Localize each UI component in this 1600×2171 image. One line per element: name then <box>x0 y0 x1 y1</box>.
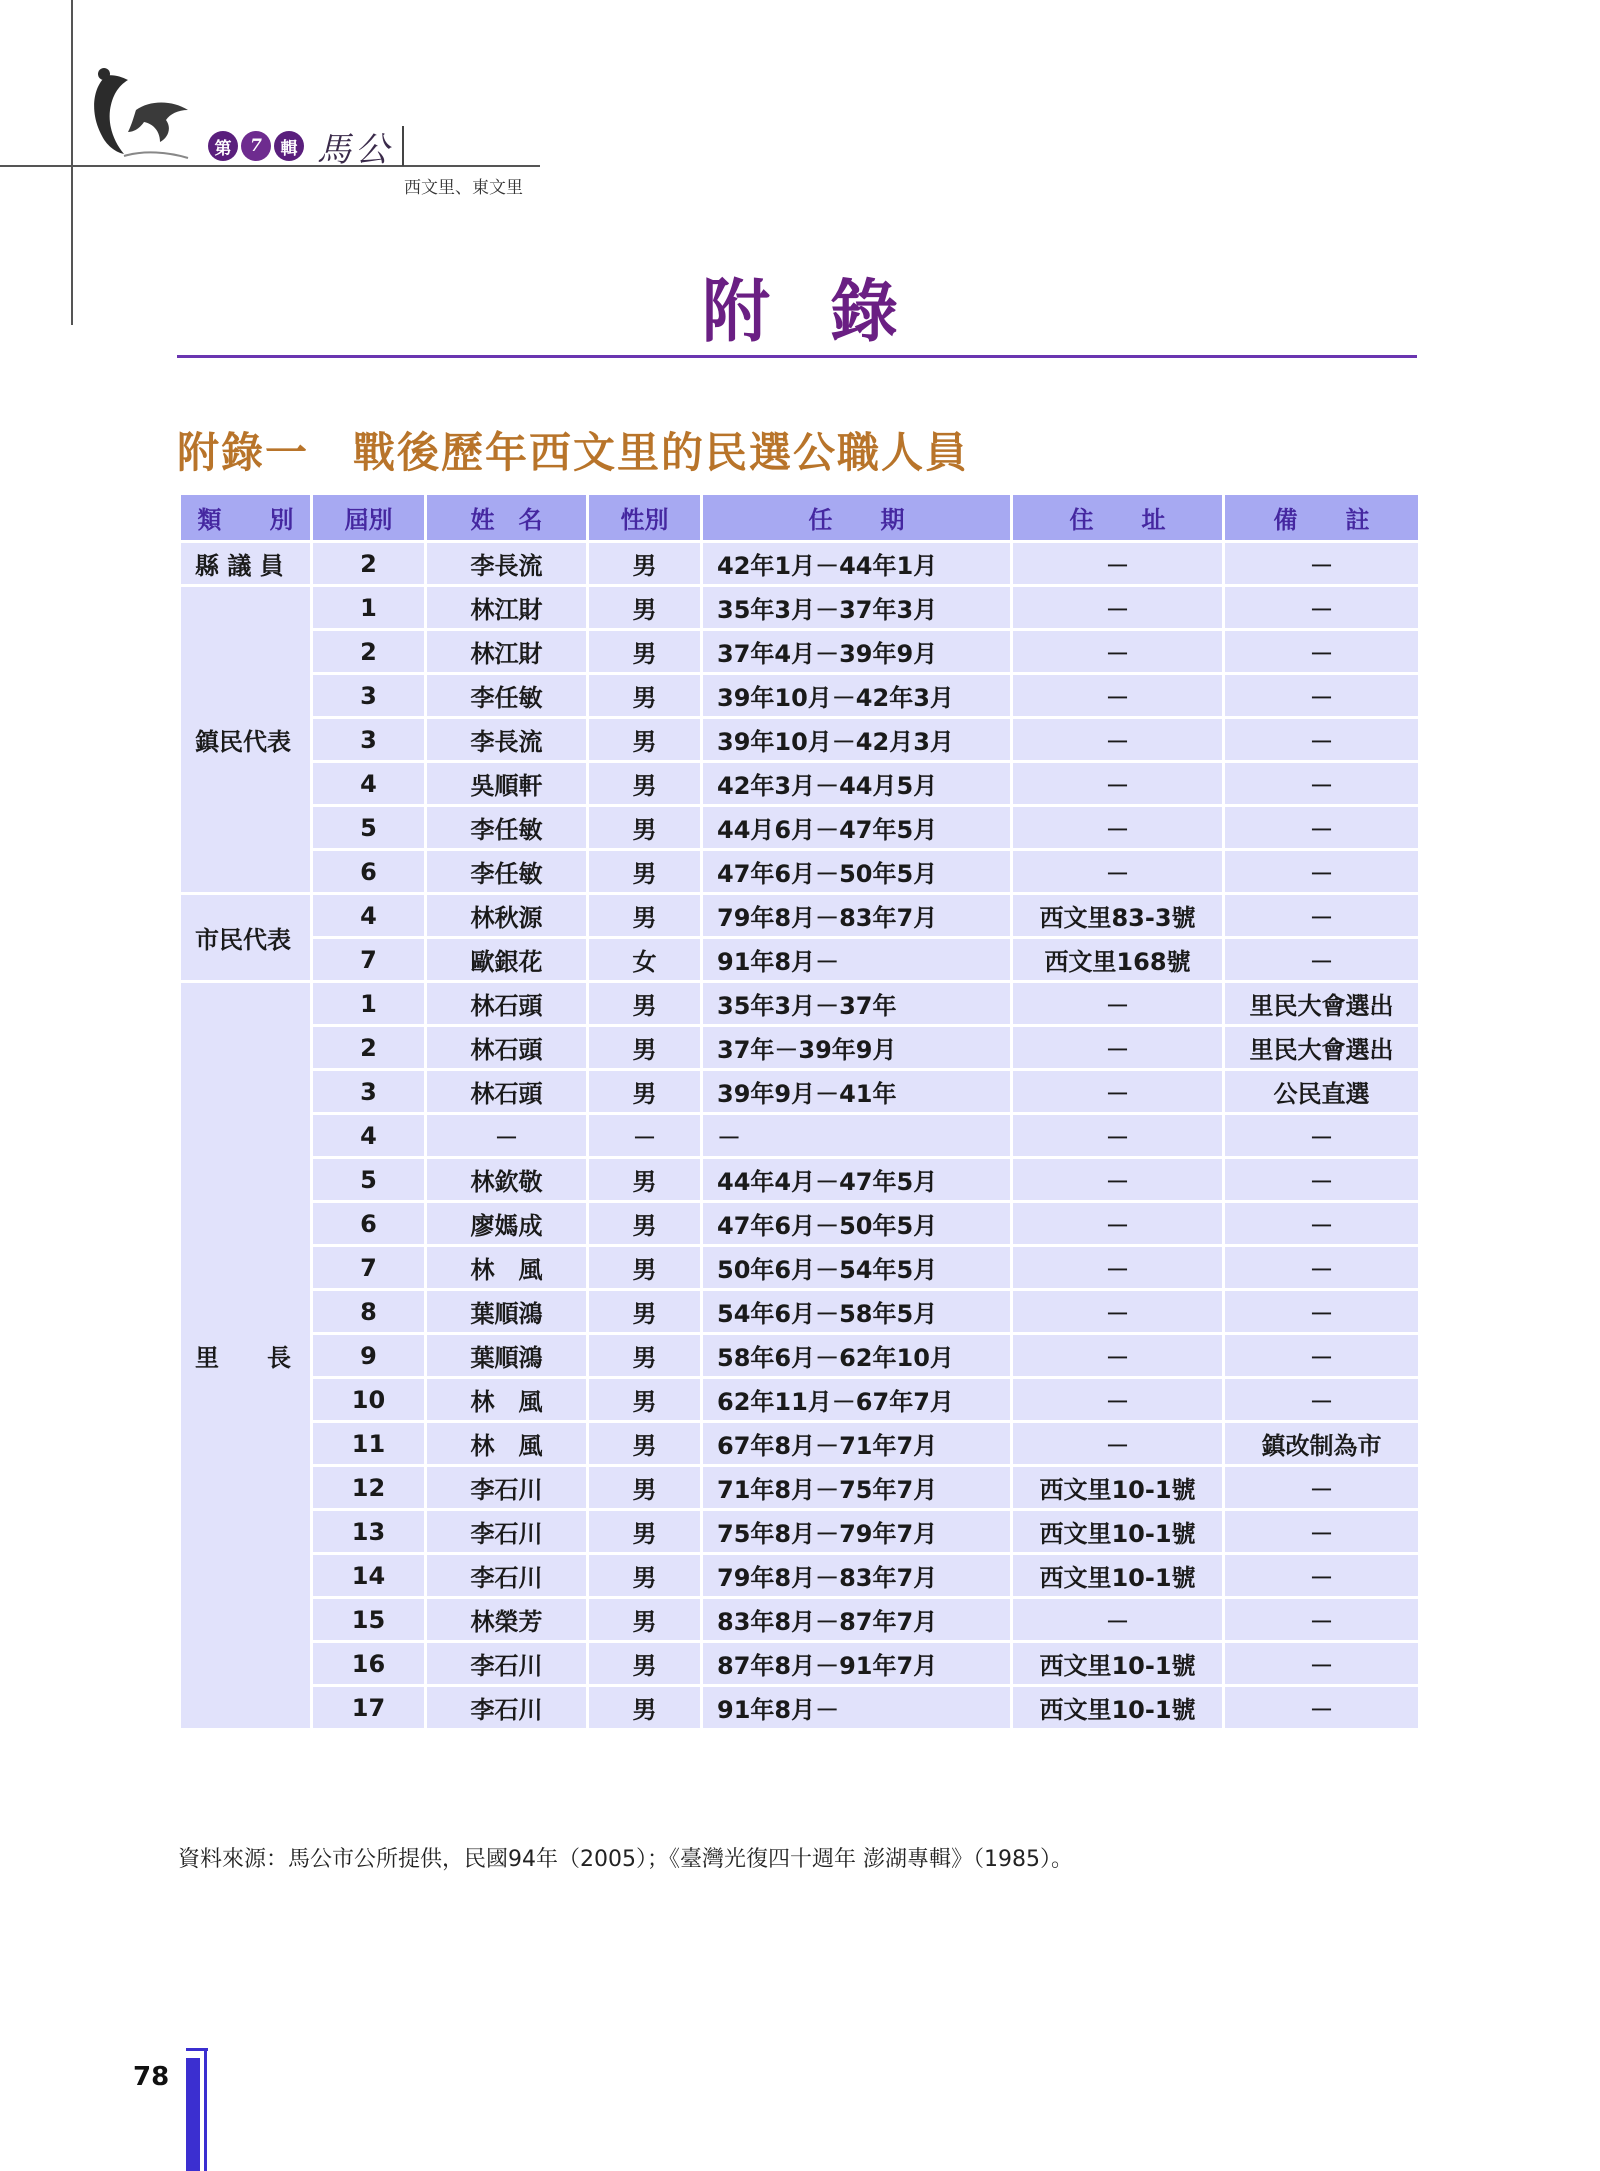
note-cell: － <box>1224 894 1420 938</box>
period-cell: 62年11月－67年7月 <box>702 1378 1012 1422</box>
address-cell: － <box>1012 1290 1224 1334</box>
address-cell: － <box>1012 674 1224 718</box>
period-cell: 54年6月－58年5月 <box>702 1290 1012 1334</box>
note-cell: － <box>1224 674 1420 718</box>
period-cell: 91年8月－ <box>702 1686 1012 1730</box>
term-cell: 17 <box>312 1686 426 1730</box>
note-cell: － <box>1224 1114 1420 1158</box>
table-row <box>180 1598 1420 1642</box>
table-header-row <box>180 494 1420 542</box>
period-cell: － <box>702 1114 1012 1158</box>
term-cell: 8 <box>312 1290 426 1334</box>
period-cell: 42年3月－44月5月 <box>702 762 1012 806</box>
note-cell: 公民直選 <box>1224 1070 1420 1114</box>
table-row <box>180 586 1420 630</box>
term-cell: 12 <box>312 1466 426 1510</box>
table-body <box>180 542 1420 1730</box>
note-cell: － <box>1224 1290 1420 1334</box>
gender-cell: 男 <box>588 894 702 938</box>
gender-cell: 男 <box>588 806 702 850</box>
gender-cell: 男 <box>588 1466 702 1510</box>
table-row <box>180 1334 1420 1378</box>
table-row <box>180 1246 1420 1290</box>
gender-cell: 男 <box>588 1642 702 1686</box>
note-cell: － <box>1224 586 1420 630</box>
gender-cell: 男 <box>588 762 702 806</box>
table-row <box>180 1114 1420 1158</box>
period-cell: 79年8月－83年7月 <box>702 894 1012 938</box>
chapter-prefix-badge: 第 <box>208 131 238 161</box>
note-cell: － <box>1224 938 1420 982</box>
note-cell: － <box>1224 1246 1420 1290</box>
table-row <box>180 1158 1420 1202</box>
address-cell: － <box>1012 1246 1224 1290</box>
note-cell: － <box>1224 762 1420 806</box>
table-row <box>180 982 1420 1026</box>
header-gender: 性別 <box>588 494 702 542</box>
name-cell: 林榮芳 <box>426 1598 588 1642</box>
term-cell: 2 <box>312 630 426 674</box>
note-cell: － <box>1224 1378 1420 1422</box>
chapter-divider <box>402 126 404 166</box>
note-cell: － <box>1224 542 1420 586</box>
period-cell: 50年6月－54年5月 <box>702 1246 1012 1290</box>
header-term: 屆別 <box>312 494 426 542</box>
gender-cell: 男 <box>588 1510 702 1554</box>
address-cell: － <box>1012 1334 1224 1378</box>
period-cell: 79年8月－83年7月 <box>702 1554 1012 1598</box>
name-cell: 李石川 <box>426 1686 588 1730</box>
address-cell: － <box>1012 1026 1224 1070</box>
table-row <box>180 806 1420 850</box>
term-cell: 7 <box>312 1246 426 1290</box>
address-cell: － <box>1012 982 1224 1026</box>
name-cell: 李石川 <box>426 1642 588 1686</box>
period-cell: 58年6月－62年10月 <box>702 1334 1012 1378</box>
term-cell: 3 <box>312 674 426 718</box>
table-row <box>180 1422 1420 1466</box>
gender-cell: － <box>588 1114 702 1158</box>
period-cell: 47年6月－50年5月 <box>702 1202 1012 1246</box>
name-cell: 林江財 <box>426 586 588 630</box>
period-cell: 67年8月－71年7月 <box>702 1422 1012 1466</box>
page-number: 78 <box>133 2062 170 2092</box>
gender-cell: 男 <box>588 718 702 762</box>
term-cell: 9 <box>312 1334 426 1378</box>
address-cell: － <box>1012 1378 1224 1422</box>
gender-cell: 男 <box>588 1554 702 1598</box>
name-cell: 林江財 <box>426 630 588 674</box>
note-cell: － <box>1224 1202 1420 1246</box>
title-rule <box>177 355 1417 358</box>
note-cell: － <box>1224 1334 1420 1378</box>
note-cell: 里民大會選出 <box>1224 1026 1420 1070</box>
table-row <box>180 1070 1420 1114</box>
address-cell: － <box>1012 1598 1224 1642</box>
term-cell: 5 <box>312 806 426 850</box>
gender-cell: 男 <box>588 1686 702 1730</box>
term-cell: 4 <box>312 1114 426 1158</box>
name-cell: 李石川 <box>426 1466 588 1510</box>
term-cell: 6 <box>312 1202 426 1246</box>
category-cell: 市民代表 <box>180 894 312 982</box>
header-category: 類 別 <box>180 494 312 542</box>
table-row <box>180 1510 1420 1554</box>
table-row <box>180 1378 1420 1422</box>
category-cell: 鎮民代表 <box>180 586 312 894</box>
term-cell: 4 <box>312 762 426 806</box>
name-cell: 李石川 <box>426 1554 588 1598</box>
term-cell: 2 <box>312 542 426 586</box>
name-cell: 李長流 <box>426 718 588 762</box>
term-cell: 4 <box>312 894 426 938</box>
note-cell: 鎮改制為市 <box>1224 1422 1420 1466</box>
gender-cell: 男 <box>588 850 702 894</box>
name-cell: 李長流 <box>426 542 588 586</box>
period-cell: 87年8月－91年7月 <box>702 1642 1012 1686</box>
table-row <box>180 850 1420 894</box>
period-cell: 91年8月－ <box>702 938 1012 982</box>
period-cell: 44年4月－47年5月 <box>702 1158 1012 1202</box>
address-cell: 西文里168號 <box>1012 938 1224 982</box>
gender-cell: 女 <box>588 938 702 982</box>
period-cell: 44月6月－47年5月 <box>702 806 1012 850</box>
period-cell: 71年8月－75年7月 <box>702 1466 1012 1510</box>
period-cell: 42年1月－44年1月 <box>702 542 1012 586</box>
gender-cell: 男 <box>588 1026 702 1070</box>
table-row <box>180 1290 1420 1334</box>
address-cell: － <box>1012 1114 1224 1158</box>
address-cell: － <box>1012 1202 1224 1246</box>
address-cell: － <box>1012 1422 1224 1466</box>
address-cell: － <box>1012 762 1224 806</box>
period-cell: 35年3月－37年3月 <box>702 586 1012 630</box>
table-row <box>180 762 1420 806</box>
header-note: 備 註 <box>1224 494 1420 542</box>
term-cell: 2 <box>312 1026 426 1070</box>
header-period: 任 期 <box>702 494 1012 542</box>
term-cell: 1 <box>312 982 426 1026</box>
chapter-title: 馬公 <box>317 129 393 170</box>
term-cell: 10 <box>312 1378 426 1422</box>
header-address: 住 址 <box>1012 494 1224 542</box>
term-cell: 6 <box>312 850 426 894</box>
gender-cell: 男 <box>588 1246 702 1290</box>
page-marker-line <box>204 2048 207 2171</box>
gender-cell: 男 <box>588 1598 702 1642</box>
note-cell: － <box>1224 1554 1420 1598</box>
name-cell: － <box>426 1114 588 1158</box>
period-cell: 39年10月－42年3月 <box>702 674 1012 718</box>
gender-cell: 男 <box>588 1158 702 1202</box>
category-cell: 里 長 <box>180 982 312 1730</box>
gender-cell: 男 <box>588 1290 702 1334</box>
term-cell: 15 <box>312 1598 426 1642</box>
page-marker-bar <box>186 2058 200 2171</box>
table-row <box>180 674 1420 718</box>
address-cell: － <box>1012 850 1224 894</box>
note-cell: 里民大會選出 <box>1224 982 1420 1026</box>
period-cell: 39年10月－42月3月 <box>702 718 1012 762</box>
term-cell: 14 <box>312 1554 426 1598</box>
dolphin-logo-icon <box>84 66 194 166</box>
name-cell: 林秋源 <box>426 894 588 938</box>
name-cell: 林 風 <box>426 1422 588 1466</box>
section-title: 附錄一 戰後歷年西文里的民選公職人員 <box>177 428 970 477</box>
name-cell: 歐銀花 <box>426 938 588 982</box>
name-cell: 葉順鴻 <box>426 1334 588 1378</box>
gender-cell: 男 <box>588 1070 702 1114</box>
note-cell: － <box>1224 718 1420 762</box>
period-cell: 75年8月－79年7月 <box>702 1510 1012 1554</box>
address-cell: 西文里10-1號 <box>1012 1466 1224 1510</box>
name-cell: 葉順鴻 <box>426 1290 588 1334</box>
table-row <box>180 1026 1420 1070</box>
term-cell: 3 <box>312 718 426 762</box>
table-row <box>180 630 1420 674</box>
name-cell: 林欽敬 <box>426 1158 588 1202</box>
gender-cell: 男 <box>588 1378 702 1422</box>
term-cell: 13 <box>312 1510 426 1554</box>
term-cell: 7 <box>312 938 426 982</box>
gender-cell: 男 <box>588 1334 702 1378</box>
term-cell: 16 <box>312 1642 426 1686</box>
address-cell: － <box>1012 718 1224 762</box>
note-cell: － <box>1224 1510 1420 1554</box>
period-cell: 47年6月－50年5月 <box>702 850 1012 894</box>
address-cell: － <box>1012 806 1224 850</box>
name-cell: 李任敏 <box>426 806 588 850</box>
officials-table <box>178 492 1421 1731</box>
table-row <box>180 542 1420 586</box>
chapter-subtitle: 西文里、東文里 <box>404 178 523 198</box>
note-cell: － <box>1224 806 1420 850</box>
header-horizontal-line <box>0 165 540 167</box>
table-row <box>180 1202 1420 1246</box>
note-cell: － <box>1224 1158 1420 1202</box>
period-cell: 35年3月－37年 <box>702 982 1012 1026</box>
address-cell: － <box>1012 542 1224 586</box>
name-cell: 廖媽成 <box>426 1202 588 1246</box>
table-row <box>180 1642 1420 1686</box>
address-cell: － <box>1012 1070 1224 1114</box>
gender-cell: 男 <box>588 1202 702 1246</box>
gender-cell: 男 <box>588 1422 702 1466</box>
period-cell: 83年8月－87年7月 <box>702 1598 1012 1642</box>
gender-cell: 男 <box>588 982 702 1026</box>
gender-cell: 男 <box>588 630 702 674</box>
address-cell: － <box>1012 630 1224 674</box>
address-cell: － <box>1012 1158 1224 1202</box>
address-cell: 西文里10-1號 <box>1012 1686 1224 1730</box>
gender-cell: 男 <box>588 542 702 586</box>
address-cell: 西文里83-3號 <box>1012 894 1224 938</box>
name-cell: 吳順軒 <box>426 762 588 806</box>
note-cell: － <box>1224 1686 1420 1730</box>
chapter-number-badge: 7 <box>241 131 271 161</box>
period-cell: 37年4月－39年9月 <box>702 630 1012 674</box>
name-cell: 林石頭 <box>426 1026 588 1070</box>
name-cell: 林 風 <box>426 1378 588 1422</box>
note-cell: － <box>1224 1466 1420 1510</box>
address-cell: 西文里10-1號 <box>1012 1510 1224 1554</box>
table-row <box>180 1686 1420 1730</box>
period-cell: 37年－39年9月 <box>702 1026 1012 1070</box>
chapter-suffix-badge: 輯 <box>274 131 304 161</box>
note-cell: － <box>1224 1642 1420 1686</box>
note-cell: － <box>1224 850 1420 894</box>
note-cell: － <box>1224 1598 1420 1642</box>
header-name: 姓 名 <box>426 494 588 542</box>
category-cell: 縣 議 員 <box>180 542 312 586</box>
gender-cell: 男 <box>588 586 702 630</box>
table-row <box>180 1554 1420 1598</box>
name-cell: 林石頭 <box>426 982 588 1026</box>
page-title: 附錄 <box>701 272 958 352</box>
name-cell: 林石頭 <box>426 1070 588 1114</box>
term-cell: 3 <box>312 1070 426 1114</box>
name-cell: 李任敏 <box>426 674 588 718</box>
name-cell: 林 風 <box>426 1246 588 1290</box>
table-row <box>180 718 1420 762</box>
source-note: 資料來源：馬公市公所提供，民國94年（2005）；《臺灣光復四十週年 澎湖專輯》（1985）。 <box>178 1847 1073 1872</box>
table-row <box>180 894 1420 938</box>
address-cell: 西文里10-1號 <box>1012 1642 1224 1686</box>
table-row <box>180 1466 1420 1510</box>
term-cell: 5 <box>312 1158 426 1202</box>
note-cell: － <box>1224 630 1420 674</box>
address-cell: － <box>1012 586 1224 630</box>
name-cell: 李石川 <box>426 1510 588 1554</box>
gender-cell: 男 <box>588 674 702 718</box>
term-cell: 1 <box>312 586 426 630</box>
chapter-heading <box>208 128 404 170</box>
term-cell: 11 <box>312 1422 426 1466</box>
table-row <box>180 938 1420 982</box>
address-cell: 西文里10-1號 <box>1012 1554 1224 1598</box>
name-cell: 李任敏 <box>426 850 588 894</box>
period-cell: 39年9月－41年 <box>702 1070 1012 1114</box>
